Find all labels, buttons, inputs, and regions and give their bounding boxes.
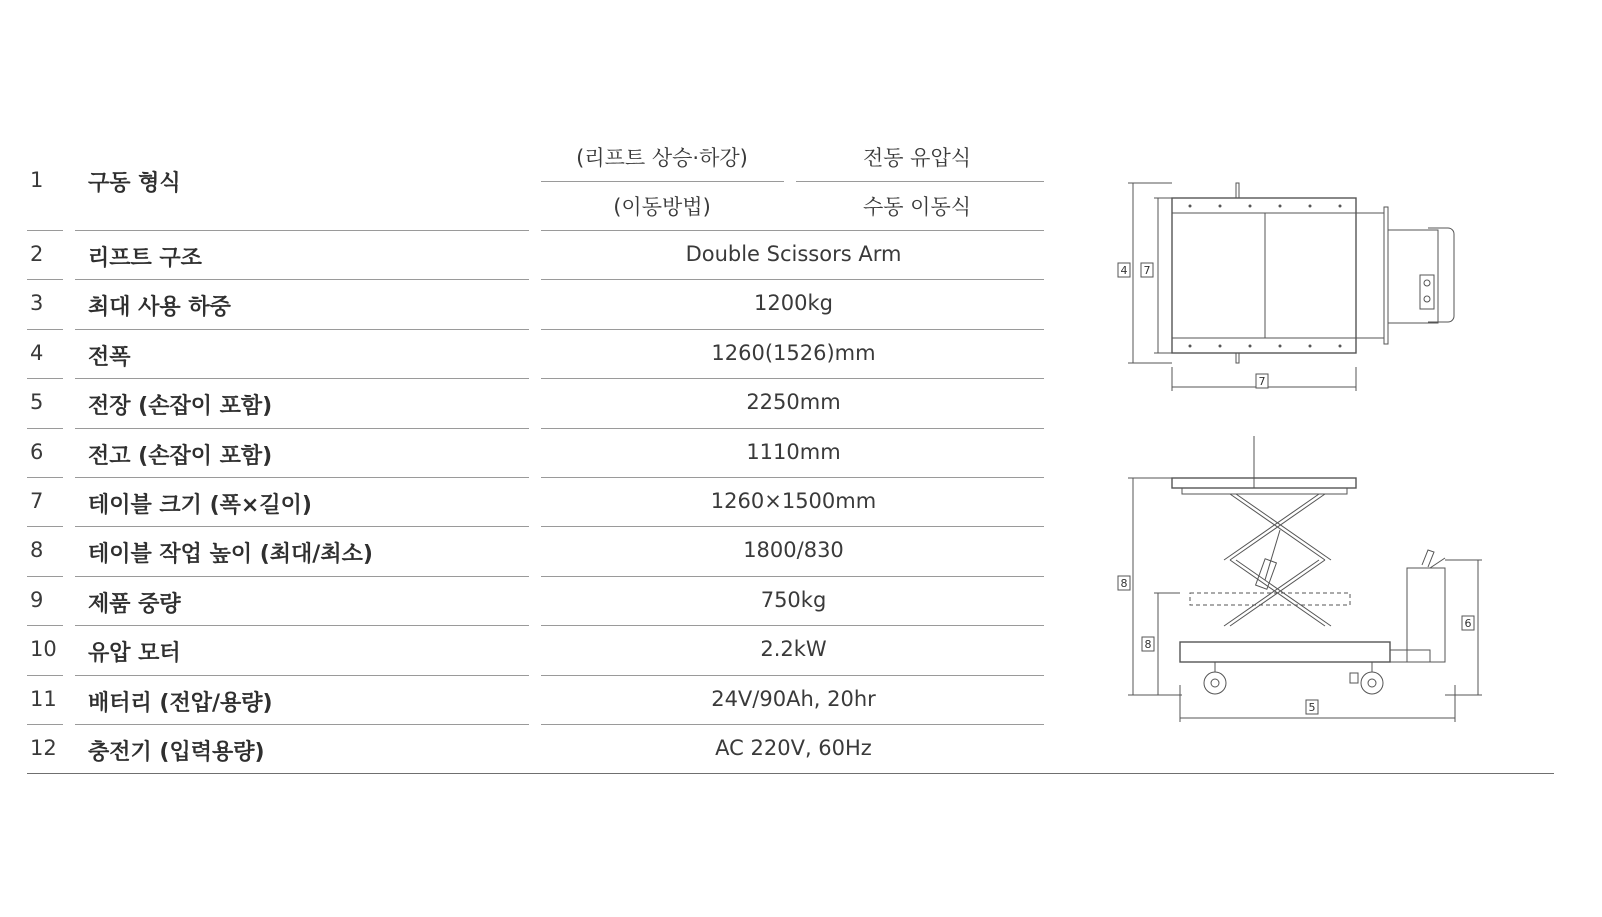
row-label: 제품 중량 bbox=[88, 592, 181, 617]
row-divider bbox=[75, 378, 529, 379]
row-value: 1200kg bbox=[754, 291, 833, 315]
row-divider bbox=[75, 675, 529, 676]
row-divider bbox=[27, 526, 63, 527]
row-divider bbox=[27, 724, 63, 725]
svg-text:6: 6 bbox=[1464, 617, 1472, 630]
row-number: 6 bbox=[30, 440, 44, 464]
row-number: 9 bbox=[30, 588, 44, 612]
row-divider bbox=[541, 329, 1044, 330]
row-value: 2250mm bbox=[746, 390, 841, 414]
row-label: 충전기 (입력용량) bbox=[88, 740, 265, 765]
row-value: 1110mm bbox=[746, 440, 841, 464]
row-label: 테이블 크기 (폭×길이) bbox=[88, 493, 312, 518]
row-divider bbox=[541, 724, 1044, 725]
row-label: 구동 형식 bbox=[88, 171, 181, 196]
dimension-tag bbox=[1118, 576, 1130, 590]
dimension-tag bbox=[1462, 616, 1474, 630]
side-view-diagram bbox=[1110, 430, 1490, 730]
drive-lift-value: 전동 유압식 bbox=[862, 146, 972, 170]
row-divider bbox=[541, 477, 1044, 478]
row-divider bbox=[27, 279, 63, 280]
row-divider bbox=[541, 378, 1044, 379]
row-divider bbox=[75, 526, 529, 527]
row-divider bbox=[75, 576, 529, 577]
row-label: 전장 (손잡이 포함) bbox=[88, 394, 273, 419]
svg-text:4: 4 bbox=[1120, 264, 1128, 277]
row-label: 리프트 구조 bbox=[88, 246, 202, 271]
row-divider bbox=[541, 625, 1044, 626]
svg-text:7: 7 bbox=[1143, 264, 1151, 277]
row-value: 750kg bbox=[760, 588, 827, 612]
row-number: 4 bbox=[30, 341, 44, 365]
dimension-tag bbox=[1306, 700, 1318, 714]
row-divider bbox=[541, 428, 1044, 429]
row-divider bbox=[541, 675, 1044, 676]
row-divider bbox=[27, 378, 63, 379]
row-value: 2.2kW bbox=[760, 637, 827, 661]
row-number: 3 bbox=[30, 291, 44, 315]
row-divider bbox=[541, 230, 1044, 231]
dimension-tag bbox=[1142, 637, 1154, 651]
row-divider bbox=[75, 625, 529, 626]
row-divider bbox=[75, 329, 529, 330]
drive-lift-label: (리프트 상승·하강) bbox=[576, 146, 748, 170]
drive-move-label: (이동방법) bbox=[613, 195, 711, 219]
drive-move-value: 수동 이동식 bbox=[862, 195, 972, 219]
row-divider bbox=[27, 428, 63, 429]
row-number: 2 bbox=[30, 242, 44, 266]
row-divider bbox=[541, 279, 1044, 280]
row-value: 1260(1526)mm bbox=[711, 341, 876, 365]
row-label: 유압 모터 bbox=[88, 641, 181, 666]
row-divider bbox=[541, 576, 1044, 577]
svg-text:7: 7 bbox=[1258, 375, 1266, 388]
row-number: 10 bbox=[30, 637, 57, 661]
row-number: 5 bbox=[30, 390, 44, 414]
row-label: 테이블 작업 높이 (최대/최소) bbox=[88, 542, 373, 567]
row-divider bbox=[27, 477, 63, 478]
svg-text:5: 5 bbox=[1308, 701, 1316, 714]
row-value: 1800/830 bbox=[743, 538, 844, 562]
table-bottom-rule bbox=[27, 773, 1554, 774]
row-value: 24V/90Ah, 20hr bbox=[711, 687, 876, 711]
row-divider bbox=[75, 724, 529, 725]
sub-divider bbox=[541, 181, 784, 182]
row-value: Double Scissors Arm bbox=[685, 242, 902, 266]
row-divider bbox=[75, 279, 529, 280]
row-number: 8 bbox=[30, 538, 44, 562]
row-divider bbox=[541, 526, 1044, 527]
row-divider bbox=[27, 230, 63, 231]
top-view-diagram bbox=[1110, 175, 1470, 400]
row-number: 12 bbox=[30, 736, 57, 760]
row-value: AC 220V, 60Hz bbox=[715, 736, 872, 760]
svg-text:8: 8 bbox=[1144, 638, 1152, 651]
row-divider bbox=[27, 625, 63, 626]
row-value: 1260×1500mm bbox=[710, 489, 877, 513]
row-number: 7 bbox=[30, 489, 44, 513]
row-divider bbox=[75, 477, 529, 478]
row-divider bbox=[27, 675, 63, 676]
row-divider bbox=[75, 428, 529, 429]
row-divider bbox=[27, 329, 63, 330]
sub-divider bbox=[796, 181, 1044, 182]
svg-text:8: 8 bbox=[1120, 577, 1128, 590]
row-number: 11 bbox=[30, 687, 57, 711]
row-number: 1 bbox=[30, 168, 44, 192]
dimension-tag bbox=[1118, 263, 1130, 277]
row-divider bbox=[27, 576, 63, 577]
dimension-tag bbox=[1141, 263, 1153, 277]
row-label: 배터리 (전압/용량) bbox=[88, 691, 273, 716]
row-label: 전폭 bbox=[88, 345, 131, 370]
row-divider bbox=[75, 230, 529, 231]
dimension-tag bbox=[1256, 374, 1268, 388]
row-label: 전고 (손잡이 포함) bbox=[88, 444, 273, 469]
row-label: 최대 사용 하중 bbox=[88, 295, 231, 320]
